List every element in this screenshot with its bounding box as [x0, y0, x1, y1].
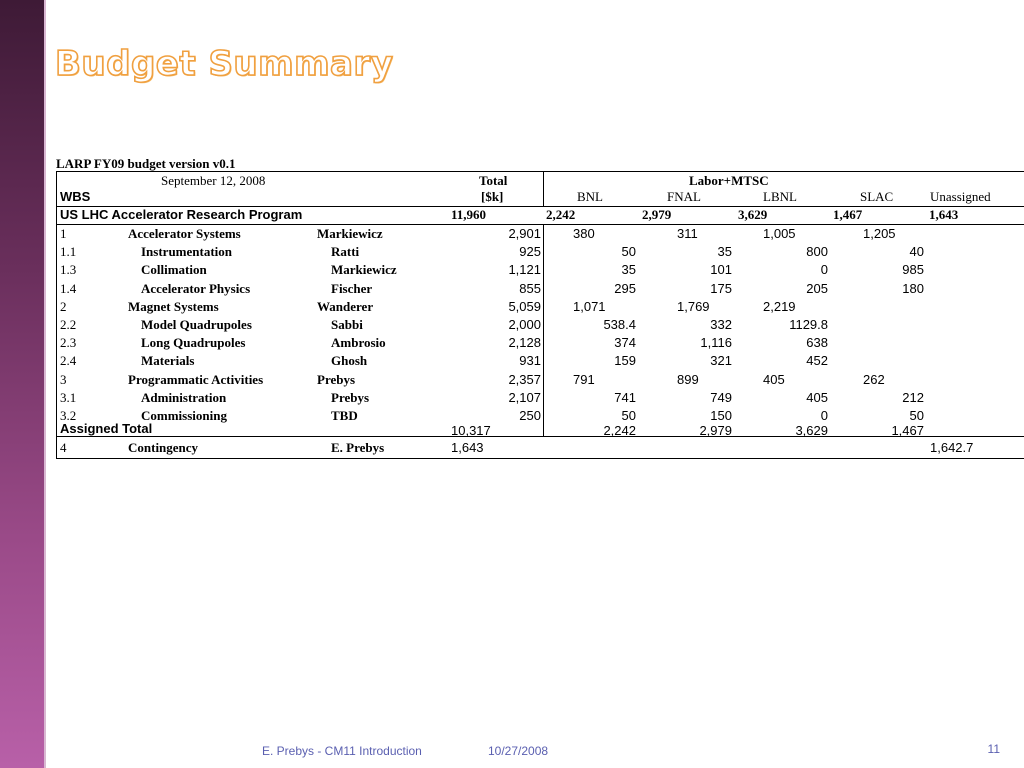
row-value: 150: [710, 408, 732, 423]
row-value: 985: [902, 262, 924, 278]
row-lead: Ghosh: [331, 353, 368, 369]
row-total: 931: [519, 353, 541, 369]
contingency-name: Contingency: [128, 440, 199, 455]
row-wbs: 1.4: [60, 280, 77, 296]
row-value: 0: [820, 262, 828, 278]
row-name: Instrumentation: [141, 244, 233, 260]
row-wbs: 3.1: [60, 389, 77, 405]
row-value: 374: [614, 335, 636, 351]
row-total: 5,059: [508, 298, 541, 314]
row-value: 538.4: [603, 317, 636, 332]
total-header: Total: [479, 173, 508, 188]
row-wbs: 2.2: [60, 317, 77, 332]
row-wbs: 2.3: [60, 335, 77, 351]
row-value: 1,769: [677, 298, 710, 314]
table-date: September 12, 2008: [161, 173, 266, 188]
row-value: 35: [717, 244, 732, 260]
row-value: 452: [806, 353, 828, 369]
row-total: 925: [519, 244, 541, 260]
decorative-sidebar: [0, 0, 44, 768]
row-name: Collimation: [141, 262, 207, 278]
row-value: 262: [863, 371, 885, 387]
slide-title: Budget Summary: [55, 44, 394, 84]
column-header-lbnl: LBNL: [763, 189, 797, 204]
row-value: 101: [710, 262, 732, 278]
row-lead: Sabbi: [331, 317, 363, 332]
row-value: 638: [806, 335, 828, 351]
contingency-wbs: 4: [60, 440, 67, 455]
row-total: 2,357: [508, 371, 541, 387]
row-value: 791: [573, 371, 595, 387]
row-total: 1,121: [508, 262, 541, 278]
row-total: 2,107: [508, 389, 541, 405]
table-row: [57, 261, 1024, 279]
table-row: [57, 243, 1024, 261]
row-value: 1,205: [863, 226, 896, 241]
row-lead: Ambrosio: [331, 335, 386, 351]
row-value: 332: [710, 317, 732, 332]
row-value: 405: [763, 371, 785, 387]
assigned-fnal: 2,979: [699, 423, 732, 438]
row-lead: Fischer: [331, 280, 373, 296]
body-vertical-divider: [543, 224, 544, 436]
row-lead: TBD: [331, 408, 358, 423]
row-value: 0: [820, 408, 828, 423]
row-value: 405: [806, 389, 828, 405]
program-unassigned: 1,643: [929, 207, 959, 222]
contingency-total: 1,643: [451, 440, 484, 455]
row-name: Accelerator Systems: [128, 226, 241, 241]
column-header-slac: SLAC: [860, 189, 894, 204]
row-lead: Prebys: [317, 371, 356, 387]
sidebar-edge: [44, 0, 46, 768]
assigned-lbnl: 3,629: [795, 423, 828, 438]
row-lead: Ratti: [331, 244, 360, 260]
assigned-total-value: 10,317: [451, 423, 491, 438]
row-value: 205: [806, 280, 828, 296]
program-lbnl: 3,629: [738, 207, 768, 222]
column-header-bnl: BNL: [577, 189, 603, 204]
row-lead: Markiewicz: [331, 262, 397, 278]
contingency-unassigned: 1,642.7: [930, 440, 974, 455]
row-name: Administration: [141, 389, 227, 405]
row-name: Model Quadrupoles: [141, 317, 252, 332]
row-value: 749: [710, 389, 732, 405]
row-value: 175: [710, 280, 732, 296]
program-bnl: 2,242: [546, 207, 576, 222]
column-header-fnal: FNAL: [667, 189, 701, 204]
assigned-slac: 1,467: [891, 423, 924, 438]
budget-table: [56, 171, 1024, 459]
row-wbs: 3: [60, 371, 67, 387]
row-value: 800: [806, 244, 828, 260]
row-value: 50: [621, 244, 636, 260]
row-name: Long Quadrupoles: [141, 335, 246, 351]
row-wbs: 1: [60, 226, 67, 241]
row-name: Materials: [141, 353, 195, 369]
row-value: 311: [677, 226, 698, 241]
row-value: 35: [621, 262, 636, 278]
table-row: [57, 316, 1024, 334]
row-lead: Wanderer: [317, 298, 374, 314]
contingency-row: [57, 439, 1024, 457]
assigned-total-label: Assigned Total: [60, 421, 153, 436]
row-value: 741: [614, 389, 636, 405]
row-value: 1,116: [700, 335, 732, 351]
row-lead: Prebys: [331, 389, 370, 405]
row-value: 50: [621, 408, 636, 423]
table-row: [57, 371, 1024, 389]
row-wbs: 1.3: [60, 262, 77, 278]
header-vertical-divider: [543, 172, 544, 206]
row-lead: Markiewicz: [317, 226, 383, 241]
row-name: Commissioning: [141, 408, 227, 423]
row-name: Accelerator Physics: [141, 280, 251, 296]
program-row: [57, 206, 1024, 224]
row-total: 2,128: [508, 335, 541, 351]
row-value: 899: [677, 371, 699, 387]
table-row: [57, 389, 1024, 407]
page-number: 11: [987, 742, 1000, 756]
row-value: 295: [614, 280, 636, 296]
row-value: 1,005: [763, 226, 796, 241]
program-name: US LHC Accelerator Research Program: [60, 207, 303, 222]
contingency-lead: E. Prebys: [331, 440, 385, 455]
budget-table-container: [56, 156, 1024, 459]
table-row: [57, 298, 1024, 316]
row-value: 321: [710, 353, 732, 369]
footer-author: E. Prebys - CM11 Introduction: [262, 744, 422, 758]
row-total: 250: [519, 408, 541, 423]
program-fnal: 2,979: [642, 207, 672, 222]
footer-date: 10/27/2008: [488, 744, 549, 758]
row-wbs: 3.2: [60, 408, 77, 423]
row-value: 212: [902, 389, 924, 405]
row-total: 2,000: [508, 317, 541, 332]
row-value: 380: [573, 226, 595, 241]
row-value: 180: [902, 280, 924, 296]
row-value: 40: [909, 244, 924, 260]
row-name: Programmatic Activities: [128, 371, 264, 387]
row-total: 855: [519, 280, 541, 296]
row-value: 1,071: [573, 298, 606, 314]
row-wbs: 2.4: [60, 353, 77, 369]
table-row: [57, 334, 1024, 352]
column-header-unassigned: Unassigned: [930, 189, 991, 204]
row-value: 2,219: [763, 298, 796, 314]
row-name: Magnet Systems: [128, 298, 219, 314]
table-caption: LARP FY09 budget version v0.1: [56, 156, 236, 171]
assigned-total-row: [57, 420, 1024, 438]
table-row: [57, 280, 1024, 298]
wbs-header: WBS: [60, 189, 91, 204]
row-wbs: 2: [60, 298, 67, 314]
row-value: 50: [909, 408, 924, 423]
row-value: 159: [614, 353, 636, 369]
table-row: [57, 225, 1024, 243]
header-row-2: [57, 188, 1024, 206]
row-total: 2,901: [508, 226, 541, 241]
assigned-bnl: 2,242: [603, 423, 636, 438]
group-header: Labor+MTSC: [689, 173, 769, 188]
program-slac: 1,467: [833, 207, 863, 222]
program-total: 11,960: [451, 207, 487, 222]
row-wbs: 1.1: [60, 244, 77, 260]
row-value: 1129.8: [789, 317, 828, 332]
total-unit-header: [$k]: [481, 189, 504, 204]
table-row: [57, 352, 1024, 370]
